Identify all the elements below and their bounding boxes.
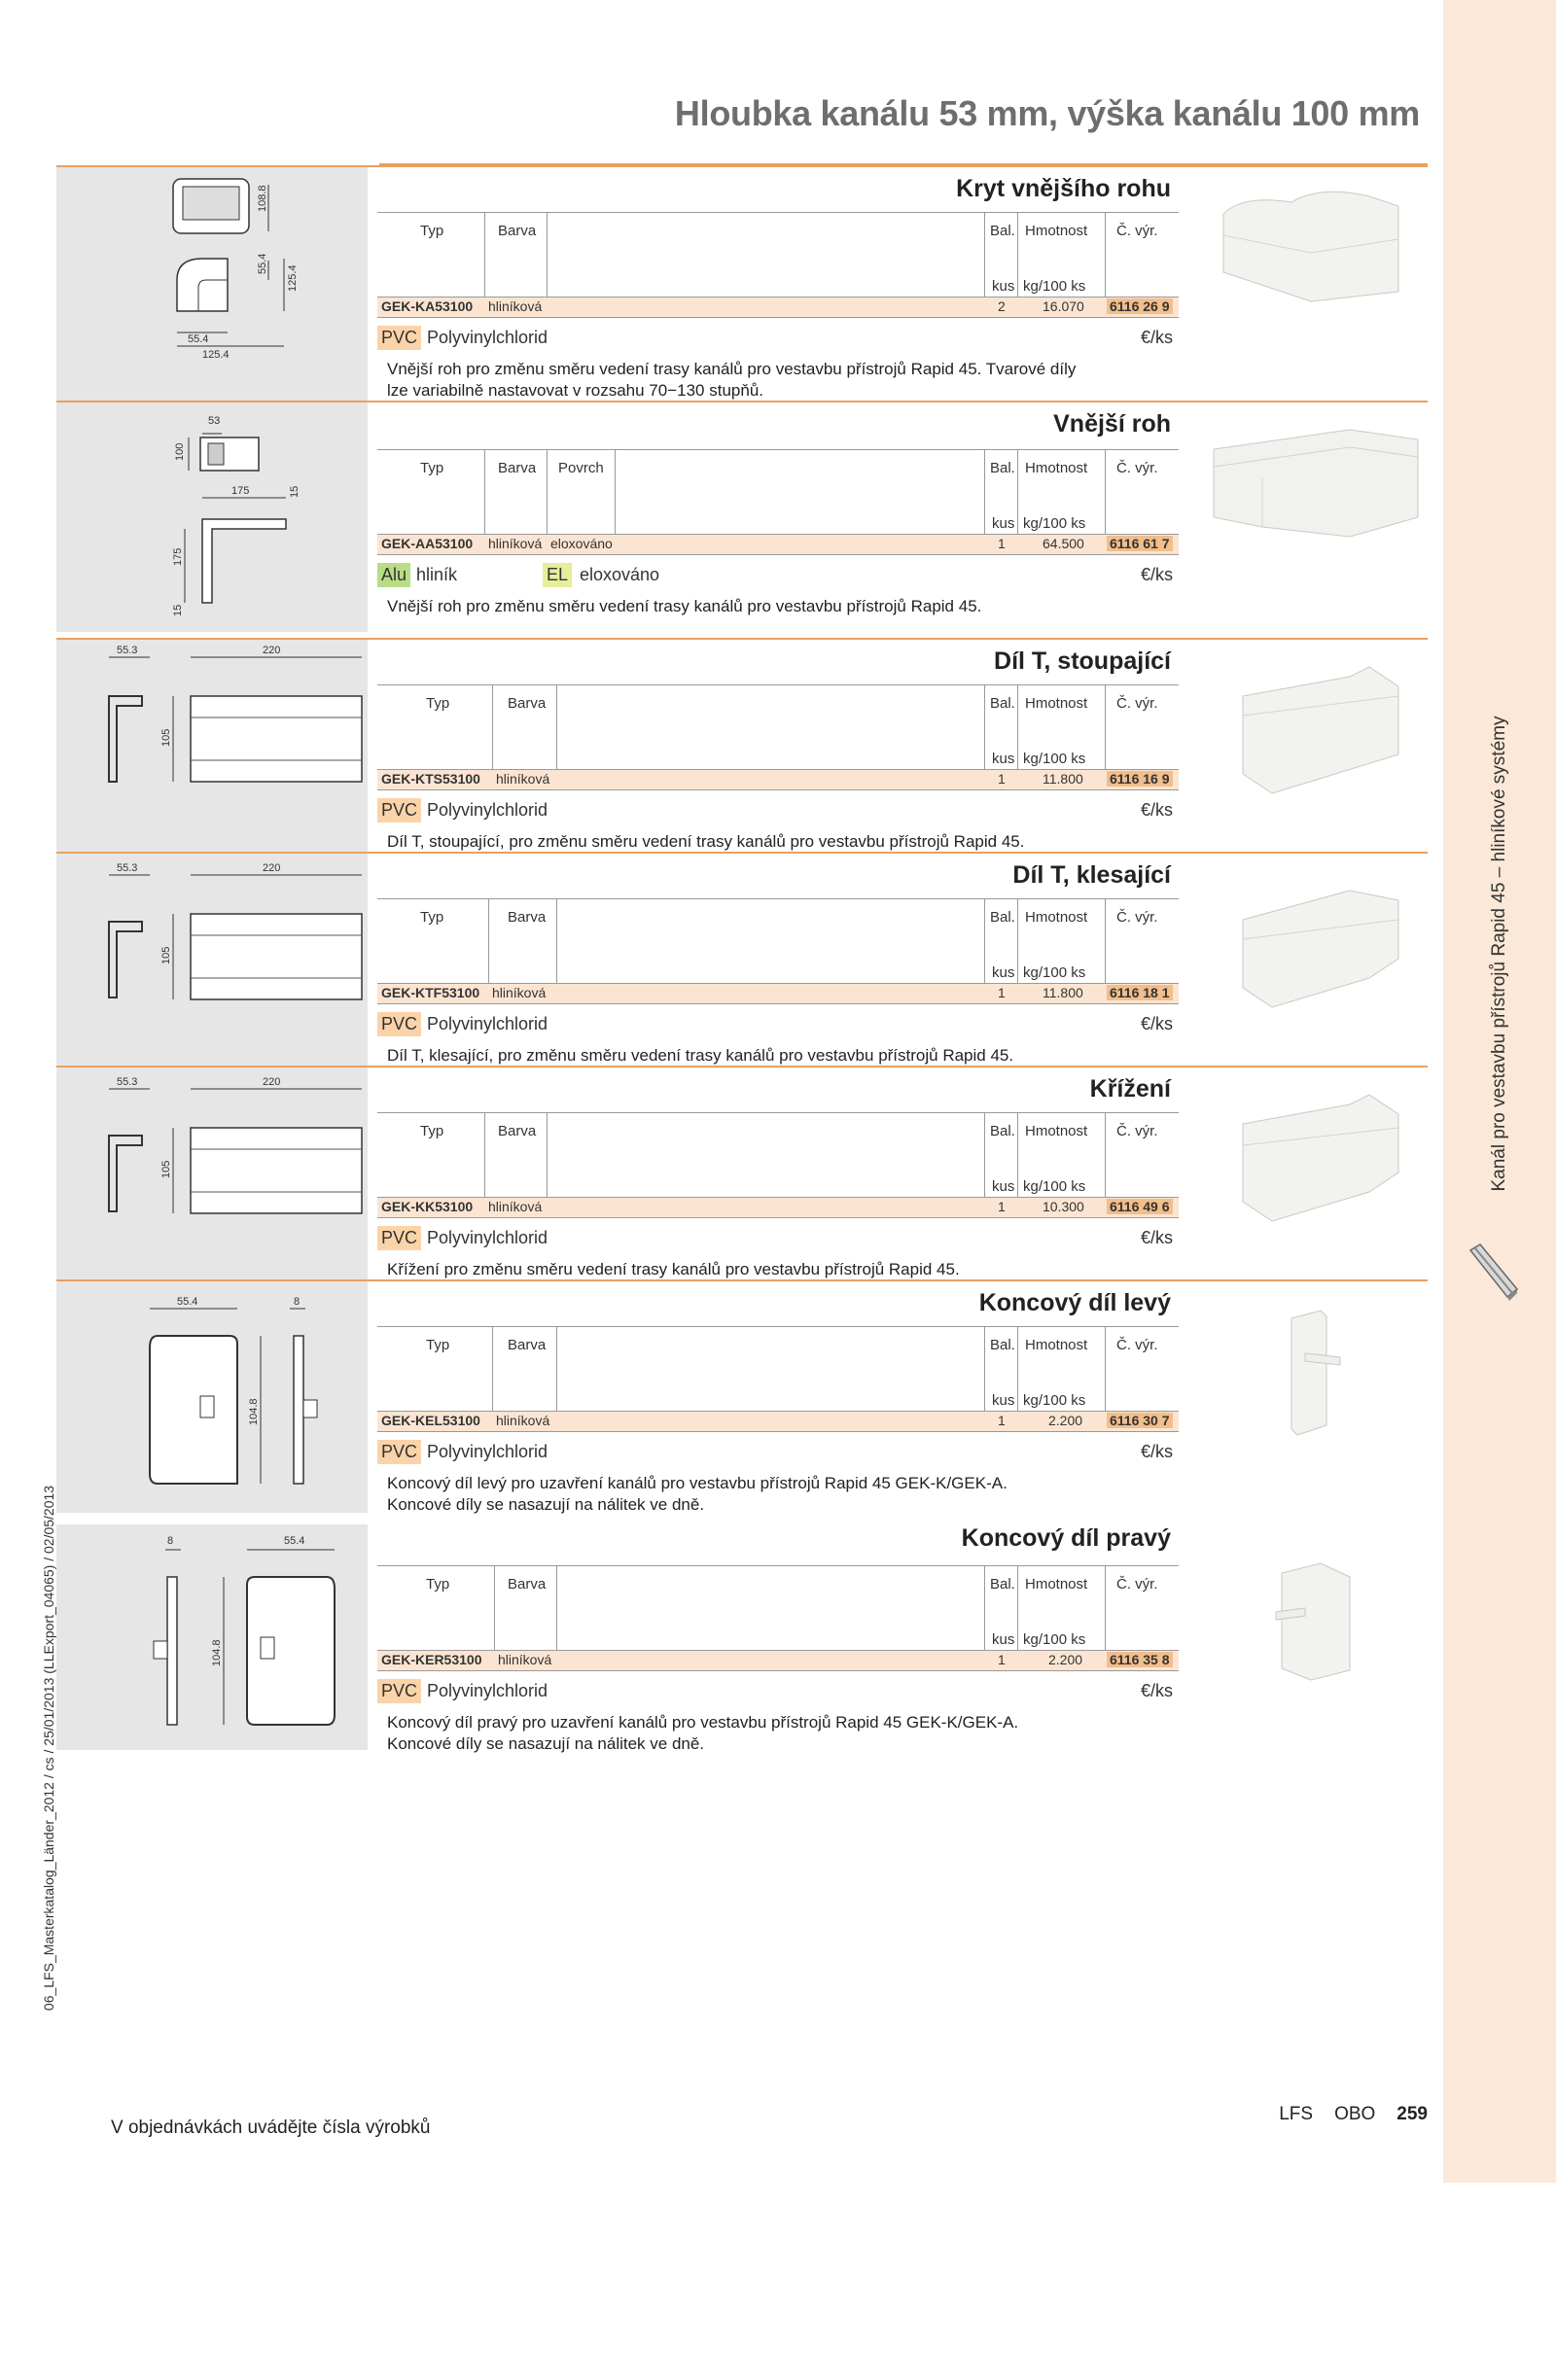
col-barva: Barva — [508, 1337, 547, 1353]
surface-name: eloxováno — [580, 565, 660, 584]
cell-cvyr: 6116 35 8 — [1107, 1652, 1173, 1667]
material-name: Polyvinylchlorid — [427, 1442, 548, 1461]
table-row — [377, 770, 1179, 790]
table-header — [377, 898, 1179, 984]
dim-label: 100 — [174, 442, 186, 461]
dim-label: 105 — [160, 1160, 172, 1178]
table-header — [377, 1565, 1179, 1651]
material-line — [377, 563, 1179, 592]
cell-bal: 1 — [998, 985, 1006, 1000]
dim-label: 108.8 — [257, 185, 268, 212]
material-name: Polyvinylchlorid — [427, 1228, 548, 1247]
cell-hmotnost: 64.500 — [1043, 536, 1084, 551]
unit-hmotnost: kg/100 ks — [1023, 278, 1086, 295]
technical-drawing — [56, 852, 368, 1066]
dim-label: 220 — [263, 645, 281, 656]
cell-bal: 1 — [998, 1413, 1006, 1428]
section-title: Kryt vnějšího rohu — [956, 175, 1171, 202]
col-typ: Typ — [420, 1123, 444, 1139]
material-badge: PVC — [377, 1440, 421, 1464]
section-title: Koncový díl pravý — [961, 1524, 1171, 1552]
material-badge: Alu — [377, 563, 410, 587]
technical-drawing — [56, 165, 368, 401]
product-photo — [1204, 871, 1428, 1017]
product-section — [56, 401, 1428, 632]
col-hmotnost: Hmotnost — [1025, 223, 1088, 239]
unit-bal: kus — [992, 751, 1015, 767]
section-divider — [56, 638, 1428, 640]
channel-rail-icon — [1468, 1242, 1519, 1301]
dim-label: 125.4 — [202, 349, 230, 361]
cell-povrch: eloxováno — [550, 536, 613, 551]
unit-hmotnost: kg/100 ks — [1023, 1631, 1086, 1648]
col-cvyr: Č. výr. — [1116, 1123, 1158, 1139]
cell-typ: GEK-KTF53100 — [381, 985, 480, 1000]
cell-cvyr: 6116 30 7 — [1107, 1413, 1173, 1428]
cell-barva: hliníková — [496, 1413, 550, 1428]
section-divider — [56, 1066, 1428, 1068]
col-bal: Bal. — [990, 223, 1015, 239]
col-cvyr: Č. výr. — [1116, 223, 1158, 239]
col-hmotnost: Hmotnost — [1025, 1337, 1088, 1353]
price-unit: €/ks — [1140, 1442, 1173, 1461]
section-divider — [56, 401, 1428, 402]
dim-label: 55.4 — [257, 253, 268, 274]
cell-hmotnost: 11.800 — [1043, 771, 1083, 787]
description: Díl T, stoupající, pro změnu směru vedení trasy kanálů pro vestavbu přístrojů Rapid 45. — [387, 832, 1025, 851]
cell-cvyr: 6116 61 7 — [1107, 536, 1173, 551]
dim-label: 15 — [289, 485, 301, 498]
cell-typ: GEK-AA53100 — [381, 536, 474, 551]
product-section — [56, 1524, 1428, 1758]
unit-bal: kus — [992, 1392, 1015, 1409]
dim-label: 105 — [160, 728, 172, 747]
unit-hmotnost: kg/100 ks — [1023, 964, 1086, 981]
unit-bal: kus — [992, 278, 1015, 295]
dim-label: 15 — [172, 604, 184, 616]
brand-obo: OBO — [1334, 2104, 1376, 2124]
product-photo — [1204, 185, 1428, 311]
cell-cvyr: 6116 16 9 — [1107, 771, 1173, 787]
table-row — [377, 298, 1179, 318]
technical-drawing — [56, 1524, 368, 1750]
table-header — [377, 684, 1179, 770]
material-line — [377, 798, 1179, 827]
cell-cvyr: 6116 18 1 — [1107, 985, 1173, 1000]
cell-bal: 1 — [998, 771, 1006, 787]
col-typ: Typ — [420, 223, 444, 239]
dim-label: 55.4 — [188, 333, 209, 345]
cell-barva: hliníková — [498, 1652, 552, 1667]
col-cvyr: Č. výr. — [1116, 695, 1158, 712]
product-table — [377, 449, 1179, 617]
cell-barva: hliníková — [488, 1199, 543, 1214]
cell-bal: 2 — [998, 298, 1006, 314]
section-title: Křížení — [1089, 1075, 1171, 1102]
unit-bal: kus — [992, 1631, 1015, 1648]
material-badge: PVC — [377, 798, 421, 822]
table-header — [377, 449, 1179, 535]
cell-hmotnost: 2.200 — [1048, 1413, 1083, 1428]
cell-typ: GEK-KEL53100 — [381, 1413, 480, 1428]
side-tab-label: Kanál pro vestavbu přístrojů Rapid 45 – hliníkové systémy — [1489, 716, 1509, 1192]
product-photo — [1204, 420, 1428, 556]
dim-label: 8 — [294, 1296, 301, 1308]
table-header — [377, 1326, 1179, 1412]
price-unit: €/ks — [1140, 1681, 1173, 1700]
description: Koncový díl pravý pro uzavření kanálů pro vestavbu přístrojů Rapid 45 GEK-K/GEK-A. Koncové díly se nasazují na nálitek ve dně. — [387, 1713, 1019, 1753]
dim-label: 53 — [208, 415, 221, 427]
col-cvyr: Č. výr. — [1116, 1337, 1158, 1353]
col-barva: Barva — [498, 460, 537, 476]
technical-drawing — [56, 401, 368, 632]
price-unit: €/ks — [1140, 1014, 1173, 1033]
product-section — [56, 1279, 1428, 1524]
col-barva: Barva — [498, 223, 537, 239]
unit-bal: kus — [992, 964, 1015, 981]
description: Vnější roh pro změnu směru vedení trasy kanálů pro vestavbu přístrojů Rapid 45. Tvarové díly lze variabilně nastavovat v rozsahu 70−130 stupňů. — [387, 360, 1077, 400]
col-hmotnost: Hmotnost — [1025, 460, 1088, 476]
unit-bal: kus — [992, 515, 1015, 532]
surface-badge: EL — [543, 563, 572, 587]
page-title: Hloubka kanálu 53 mm, výška kanálu 100 mm — [674, 93, 1420, 133]
product-photo — [1204, 1299, 1428, 1445]
col-typ: Typ — [420, 909, 444, 926]
cell-barva: hliníková — [492, 985, 547, 1000]
dim-label: 55.3 — [117, 862, 138, 874]
product-table — [377, 1326, 1179, 1516]
col-typ: Typ — [426, 1576, 450, 1592]
table-header — [377, 1112, 1179, 1198]
table-row — [377, 1412, 1179, 1432]
table-row — [377, 1198, 1179, 1218]
margin-code: 06_LFS_Masterkatalog_Länder_2012 / cs / 25/01/2013 (LLExport_04065) / 02/05/2013 — [41, 1485, 56, 2012]
col-hmotnost: Hmotnost — [1025, 909, 1088, 926]
col-barva: Barva — [508, 909, 547, 926]
material-line — [377, 1679, 1179, 1708]
material-line — [377, 326, 1179, 355]
price-unit: €/ks — [1140, 328, 1173, 347]
material-name: Polyvinylchlorid — [427, 1681, 548, 1700]
cell-bal: 1 — [998, 1652, 1006, 1667]
col-bal: Bal. — [990, 695, 1015, 712]
description: Díl T, klesající, pro změnu směru vedení trasy kanálů pro vestavbu přístrojů Rapid 45. — [387, 1046, 1014, 1065]
table-row — [377, 1651, 1179, 1671]
col-hmotnost: Hmotnost — [1025, 1576, 1088, 1592]
cell-bal: 1 — [998, 536, 1006, 551]
table-header — [377, 212, 1179, 298]
col-bal: Bal. — [990, 1337, 1015, 1353]
product-section — [56, 852, 1428, 1066]
dim-label: 175 — [231, 485, 250, 497]
footer-note: V objednávkách uvádějte čísla výrobků — [111, 2118, 431, 2138]
col-barva: Barva — [508, 1576, 547, 1592]
col-cvyr: Č. výr. — [1116, 909, 1158, 926]
unit-hmotnost: kg/100 ks — [1023, 751, 1086, 767]
section-divider — [56, 1279, 1428, 1281]
col-povrch: Povrch — [558, 460, 604, 476]
cell-hmotnost: 11.800 — [1043, 985, 1083, 1000]
cell-hmotnost: 16.070 — [1043, 298, 1084, 314]
material-line — [377, 1226, 1179, 1255]
unit-hmotnost: kg/100 ks — [1023, 1178, 1086, 1195]
technical-drawing — [56, 1279, 368, 1513]
price-unit: €/ks — [1140, 800, 1173, 820]
brand-lfs: LFS — [1279, 2104, 1314, 2124]
description: Křížení pro změnu směru vedení trasy kanálů pro vestavbu přístrojů Rapid 45. — [387, 1260, 960, 1278]
cell-barva: hliníková — [488, 298, 543, 314]
col-barva: Barva — [498, 1123, 537, 1139]
table-row — [377, 984, 1179, 1004]
material-name: Polyvinylchlorid — [427, 800, 548, 820]
product-table — [377, 1565, 1179, 1755]
col-bal: Bal. — [990, 1576, 1015, 1592]
product-photo — [1204, 657, 1428, 803]
dim-label: 220 — [263, 1076, 281, 1088]
cell-typ: GEK-KA53100 — [381, 298, 474, 314]
description: Vnější roh pro změnu směru vedení trasy kanálů pro vestavbu přístrojů Rapid 45. — [387, 597, 982, 615]
dim-label: 104.8 — [211, 1639, 223, 1666]
product-table — [377, 1112, 1179, 1280]
dim-label: 104.8 — [248, 1398, 260, 1425]
dim-label: 220 — [263, 862, 281, 874]
dim-label: 55.4 — [284, 1535, 305, 1547]
col-bal: Bal. — [990, 460, 1015, 476]
material-badge: PVC — [377, 1679, 421, 1703]
col-typ: Typ — [426, 1337, 450, 1353]
footer-brand — [1257, 2104, 1428, 2125]
section-title: Vnější roh — [1053, 410, 1171, 438]
dim-label: 8 — [167, 1535, 174, 1547]
col-hmotnost: Hmotnost — [1025, 695, 1088, 712]
cell-typ: GEK-KER53100 — [381, 1652, 482, 1667]
material-line — [377, 1012, 1179, 1041]
product-section — [56, 165, 1428, 401]
dim-label: 55.4 — [177, 1296, 198, 1308]
cell-cvyr: 6116 49 6 — [1107, 1199, 1173, 1214]
col-bal: Bal. — [990, 1123, 1015, 1139]
product-photo — [1204, 1085, 1428, 1231]
section-divider — [56, 852, 1428, 854]
cell-cvyr: 6116 26 9 — [1107, 298, 1173, 314]
unit-hmotnost: kg/100 ks — [1023, 1392, 1086, 1409]
cell-hmotnost: 2.200 — [1048, 1652, 1083, 1667]
cell-barva: hliníková — [488, 536, 543, 551]
col-typ: Typ — [426, 695, 450, 712]
price-unit: €/ks — [1140, 1228, 1173, 1247]
product-section — [56, 638, 1428, 852]
section-divider — [56, 165, 1428, 167]
product-table — [377, 684, 1179, 853]
dim-label: 175 — [172, 547, 184, 566]
dim-label: 55.3 — [117, 645, 138, 656]
price-unit: €/ks — [1140, 565, 1173, 584]
unit-bal: kus — [992, 1178, 1015, 1195]
cell-typ: GEK-KK53100 — [381, 1199, 474, 1214]
section-title: Díl T, stoupající — [994, 648, 1171, 675]
table-row — [377, 535, 1179, 555]
dim-label: 105 — [160, 946, 172, 964]
product-photo — [1204, 1544, 1428, 1690]
cell-hmotnost: 10.300 — [1043, 1199, 1084, 1214]
col-bal: Bal. — [990, 909, 1015, 926]
col-typ: Typ — [420, 460, 444, 476]
cell-barva: hliníková — [496, 771, 550, 787]
unit-hmotnost: kg/100 ks — [1023, 515, 1086, 532]
cell-typ: GEK-KTS53100 — [381, 771, 480, 787]
col-cvyr: Č. výr. — [1116, 460, 1158, 476]
col-barva: Barva — [508, 695, 547, 712]
product-table — [377, 212, 1179, 402]
product-table — [377, 898, 1179, 1067]
material-name: Polyvinylchlorid — [427, 328, 548, 347]
material-badge: PVC — [377, 1226, 421, 1250]
dim-label: 55.3 — [117, 1076, 138, 1088]
cell-bal: 1 — [998, 1199, 1006, 1214]
material-badge: PVC — [377, 1012, 421, 1036]
material-line — [377, 1440, 1179, 1469]
section-title: Díl T, klesající — [1012, 861, 1171, 889]
description: Koncový díl levý pro uzavření kanálů pro vestavbu přístrojů Rapid 45 GEK-K/GEK-A. Koncové díly se nasazují na nálitek ve dně. — [387, 1474, 1008, 1514]
technical-drawing — [56, 638, 368, 852]
material-name: Polyvinylchlorid — [427, 1014, 548, 1033]
dim-label: 125.4 — [287, 264, 299, 292]
section-title: Koncový díl levý — [978, 1289, 1171, 1316]
material-name: hliník — [416, 565, 458, 584]
product-section — [56, 1066, 1428, 1279]
material-badge: PVC — [377, 326, 421, 350]
col-hmotnost: Hmotnost — [1025, 1123, 1088, 1139]
col-cvyr: Č. výr. — [1116, 1576, 1158, 1592]
technical-drawing — [56, 1066, 368, 1279]
page-number: 259 — [1397, 2104, 1428, 2124]
